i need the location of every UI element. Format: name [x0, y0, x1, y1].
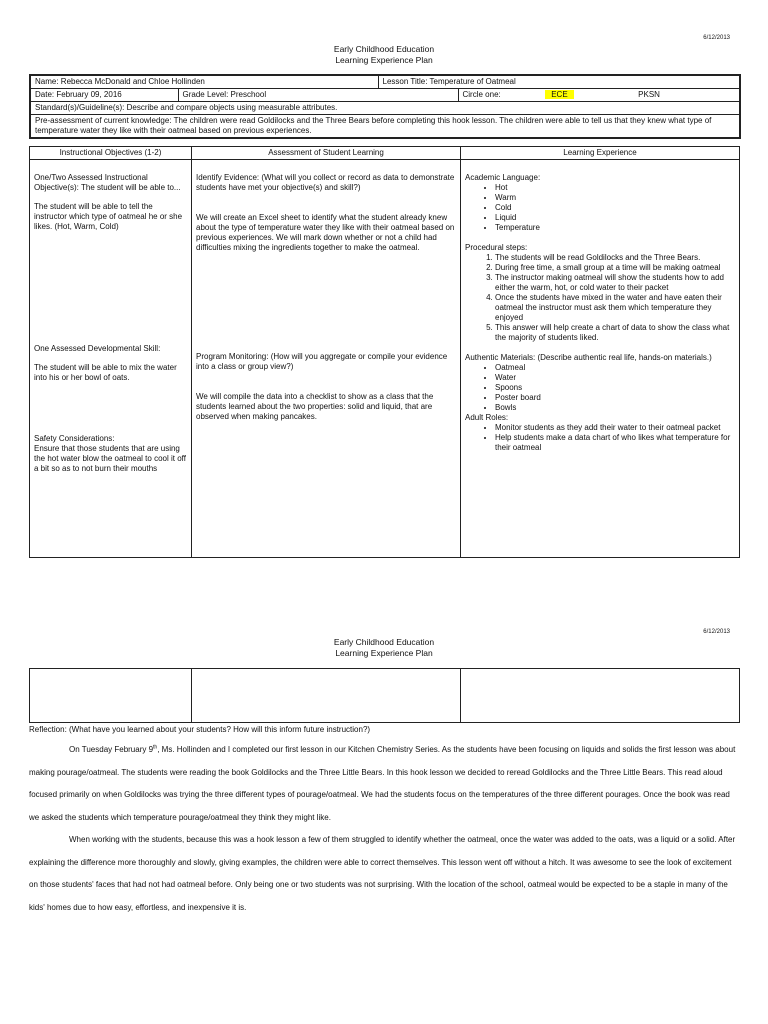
- title-line-2: Learning Experience Plan: [335, 55, 433, 65]
- pksn-option: PKSN: [638, 90, 660, 99]
- safety-heading: Safety Considerations:: [34, 434, 115, 443]
- procedural-steps-list: [465, 253, 735, 343]
- empty-cell: [30, 669, 192, 723]
- grade-level-cell: Grade Level: Preschool: [178, 89, 458, 102]
- list-item: • Spoons: [495, 383, 735, 393]
- developmental-skill-text: The student will be able to mix the water into his or her bowl of oats.: [34, 363, 177, 382]
- list-item: • Water: [495, 373, 735, 383]
- header-table: [29, 74, 741, 139]
- experience-cell: [461, 160, 740, 558]
- list-item: • Liquid: [495, 213, 735, 223]
- page-date: 6/12/2013: [703, 35, 730, 41]
- reflection-paragraph-1: [29, 739, 739, 829]
- preassessment-cell: Pre-assessment of current knowledge: The children were read Goldilocks and the Three Bears before completing this hook lesson. The children were able to tell us that they knew what type of temperature water they like with their oatmeal based on previous experiences.: [30, 115, 740, 139]
- list-item: • Bowls: [495, 403, 735, 413]
- monitoring-text: We will compile the data into a checklist to show as a class that the students learned about the two properties: solid and liquid, that are observed when making pancakes.: [196, 392, 434, 421]
- list-item: 1. The students will be read Goldilocks and the Three Bears.: [495, 253, 735, 263]
- reflection-paragraph-2: When working with the students, because this was a hook lesson a few of them struggled to identify whether the oatmeal, once the water was added to the oats, was a liquid or a solid. After explaining the difference more thoroughly and slowly, giving examples, the children were able to correct themselves. This lesson went off without a hitch. It was awesome to see the look of excitement on those students' faces that had not had oatmeal before. Only being one or two students was not surprising. With the location of the school, oatmeal would be expected to be a staple in many of the kids' homes due to how easy, effortless, and inexpensive it is.: [29, 835, 736, 912]
- lesson-title-cell: Lesson Title: Temperature of Oatmeal: [378, 75, 740, 89]
- objective-text: The student will be able to tell the instructor which type of oatmeal he or she likes. (Hot, Warm, Cold): [34, 202, 183, 231]
- column-header-assessment: Assessment of Student Learning: [192, 147, 461, 160]
- list-item: 5. This answer will help create a chart of data to show the class what the majority of students liked.: [495, 323, 735, 343]
- list-item: • Temperature: [495, 223, 735, 233]
- document-title: [0, 44, 768, 66]
- list-item: • Warm: [495, 193, 735, 203]
- evidence-text: We will create an Excel sheet to identify what the student already knew about the type of temperature water they like with their oatmeal based on previous experiences. We will mark down whether or not a child had difficulties mixing the ingredients together to make the oatmeal.: [196, 213, 455, 252]
- plan-table: [29, 146, 740, 558]
- circle-one-cell: [458, 89, 740, 102]
- adult-roles-list: [465, 423, 735, 453]
- list-item: • Poster board: [495, 393, 735, 403]
- list-item: • Cold: [495, 203, 735, 213]
- name-cell: Name: Rebecca McDonald and Chloe Hollinden: [30, 75, 378, 89]
- empty-cell: [461, 669, 740, 723]
- developmental-skill-heading: One Assessed Developmental Skill:: [34, 344, 161, 353]
- academic-language-list: [465, 183, 735, 233]
- ece-option: ECE: [545, 90, 573, 99]
- title-line-1: Early Childhood Education: [333, 637, 435, 647]
- reflection-section: [29, 725, 739, 919]
- monitoring-question: Program Monitoring: (How will you aggregate or compile your evidence into a class or group view?): [196, 352, 448, 371]
- continuation-table: [29, 668, 740, 723]
- para1-rest: , Ms. Hollinden and I completed our first lesson in our Kitchen Chemistry Series. As the students have been focusing on liquids and solids the first lesson was about making pourage/oatmeal. The students were reading the book Goldilocks and the Three Little Bears. In this hook lesson we decided to reread Goldilocks and the Three Little Bears. This read aloud focused primarily on when Goldilocks was trying the three different types of pourage/oatmeal. We had the students focus on the temperatures of the three different pourages. Once the book was read we asked the students which temperature pourage/oatmeal they think they might like.: [29, 745, 736, 822]
- date-cell: Date: February 09, 2016: [30, 89, 178, 102]
- title-line-2: Learning Experience Plan: [335, 648, 433, 658]
- list-item: 4. Once the students have mixed in the water and have eaten their oatmeal the instructor must ask them which temperature they enjoyed: [495, 293, 735, 323]
- reflection-question: Reflection: (What have you learned about your students? How will this inform future instruction?): [29, 725, 371, 734]
- document-title: [0, 637, 768, 659]
- adult-roles-heading: Adult Roles:: [465, 413, 509, 422]
- objective-heading: One/Two Assessed Instructional Objective(s): The student will be able to...: [34, 173, 181, 192]
- list-item: 2. During free time, a small group at a time will be making oatmeal: [495, 263, 735, 273]
- evidence-question: Identify Evidence: (What will you collect or record as data to demonstrate students have met your objective(s) and skill?): [196, 173, 455, 192]
- list-item: • Monitor students as they add their water to their oatmeal packet: [495, 423, 735, 433]
- authentic-materials-heading: Authentic Materials: (Describe authentic real life, hands-on materials.): [465, 353, 712, 362]
- standards-cell: Standard(s)/Guideline(s): Describe and compare objects using measurable attributes.: [30, 102, 740, 115]
- safety-text: Ensure that those students that are using the hot water blow the oatmeal to cool it off a bit so as to not burn their mouths: [34, 444, 186, 473]
- list-item: • Help students make a data chart of who likes what temperature for their oatmeal: [495, 433, 735, 453]
- page-date: 6/12/2013: [703, 629, 730, 635]
- list-item: • Oatmeal: [495, 363, 735, 373]
- materials-list: [465, 363, 735, 413]
- objectives-cell: [30, 160, 192, 558]
- title-line-1: Early Childhood Education: [333, 44, 435, 54]
- ordinal-suffix: th: [153, 744, 158, 751]
- list-item: • Hot: [495, 183, 735, 193]
- assessment-cell: [192, 160, 461, 558]
- para1-start: On Tuesday February 9: [69, 745, 154, 754]
- column-header-experience: Learning Experience: [461, 147, 740, 160]
- academic-language-heading: Academic Language:: [465, 173, 541, 182]
- column-header-objectives: Instructional Objectives (1-2): [30, 147, 192, 160]
- empty-cell: [192, 669, 461, 723]
- procedural-steps-heading: Procedural steps:: [465, 243, 528, 252]
- list-item: 3. The instructor making oatmeal will show the students how to add either the warm, hot, or cold water to their packet: [495, 273, 735, 293]
- circle-one-label: Circle one:: [462, 90, 501, 99]
